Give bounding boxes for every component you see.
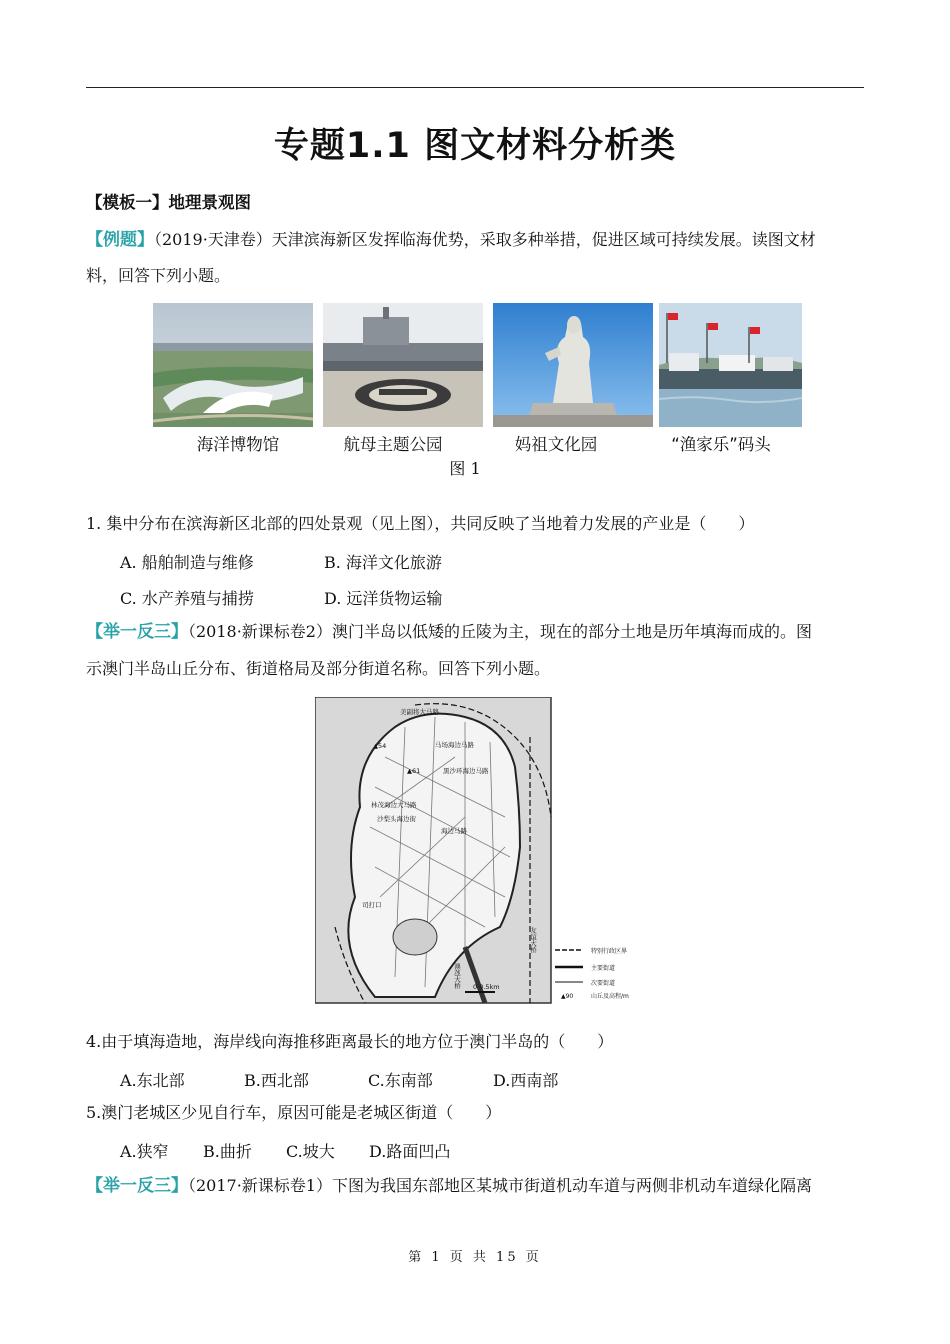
q5-option-a: A.狭窄 [120,1142,169,1161]
map-label-1: 马场海边马路 [435,741,474,749]
q5-option-d: D.路面凹凸 [369,1142,451,1161]
map-label-6: 司打口 [362,901,382,909]
map-height-54: ▲54 [373,742,387,750]
q4-option-c: C.东南部 [368,1071,433,1090]
macau-map [315,697,635,1007]
q1-option-d: D. 远洋货物运输 [324,589,443,608]
example-intro-line2: 料，回答下列小题。 [86,266,231,285]
section-heading: 【模板一】地理景观图 [86,193,251,212]
legend-boundary: 特别行政区界 [591,948,628,955]
question-5-stem: 5.澳门老城区少见自行车，原因可能是老城区街道（ ） [86,1103,502,1122]
map-legend [555,947,629,1000]
exercise-3-tag: 【举一反三】 [86,1176,188,1196]
map-label-0: 美副将大马路 [400,708,439,716]
q4-option-b: B.西北部 [244,1071,309,1090]
page-title: 专题1.1 图文材料分析类 [273,126,677,166]
figure-label: 图 1 [449,459,481,478]
q1-option-b: B. 海洋文化旅游 [324,553,442,572]
caption-fishing-pier: “渔家乐”码头 [671,435,771,454]
exercise-2-line1 [86,622,812,642]
map-label-2: 黑沙环海边马路 [443,767,489,775]
example-tag: 【例题】 [86,230,154,250]
caption-mazu-park: 妈祖文化园 [514,435,598,454]
question-4-stem: 4.由于填海造地，海岸线向海推移距离最长的地方位于澳门半岛的（ ） [86,1032,614,1051]
map-label-7: 友谊大桥 [529,927,537,953]
example-intro-line1 [86,230,816,250]
q1-option-c: C. 水产养殖与捕捞 [120,589,254,608]
map-label-8: 澳氹大桥 [453,963,461,989]
legend-hill: 山丘及高程/m [591,993,629,1000]
caption-carrier-park: 航母主题公园 [343,435,443,454]
question-1-stem: 1. 集中分布在滨海新区北部的四处景观（见上图），共同反映了当地着力发展的产业是（ ） [86,514,755,533]
q1-option-a: A. 船舶制造与维修 [120,553,254,572]
map-label-3: 林茂海边大马路 [371,801,417,809]
caption-ocean-museum: 海洋博物馆 [196,435,280,454]
exercise-3-line1 [86,1176,812,1196]
q5-option-c: C.坡大 [286,1142,335,1161]
photo-mazu-statue [493,303,653,427]
map-label-5: 海边马路 [441,827,467,835]
exercise-2-line2: 示澳门半岛山丘分布、街道格局及部分街道名称。回答下列小题。 [86,659,551,678]
q4-option-d: D.西南部 [493,1071,559,1090]
example-text: （2019·天津卷）天津滨海新区发挥临海优势，采取多种举措，促进区域可持续发展。读图文材 [154,230,816,249]
exercise-3-text: （2017·新课标卷1）下图为我国东部地区某城市街道机动车道与两侧非机动车道绿化隔离 [188,1176,812,1195]
q4-option-a: A.东北部 [120,1071,185,1090]
photo-carrier-park [323,303,483,427]
legend-minor-street: 次要街道 [591,980,616,987]
header-rule [86,87,864,88]
map-label-4: 沙梨头海边街 [377,815,416,823]
photo-fishing-pier [659,303,819,427]
page-footer: 第 1 页 共 15 页 [408,1250,542,1265]
photo-ocean-museum [153,303,313,427]
q5-option-b: B.曲折 [203,1142,252,1161]
legend-main-street: 主要街道 [591,965,616,972]
map-scale: 0 0.5km [473,983,500,991]
exercise-2-tag: 【举一反三】 [86,622,188,642]
exercise-2-text: （2018·新课标卷2）澳门半岛以低矮的丘陵为主，现在的部分土地是历年填海而成的。图 [188,622,812,641]
map-height-61: ▲61 [407,767,421,775]
legend-hill-sample: ▲90 [561,993,574,1000]
